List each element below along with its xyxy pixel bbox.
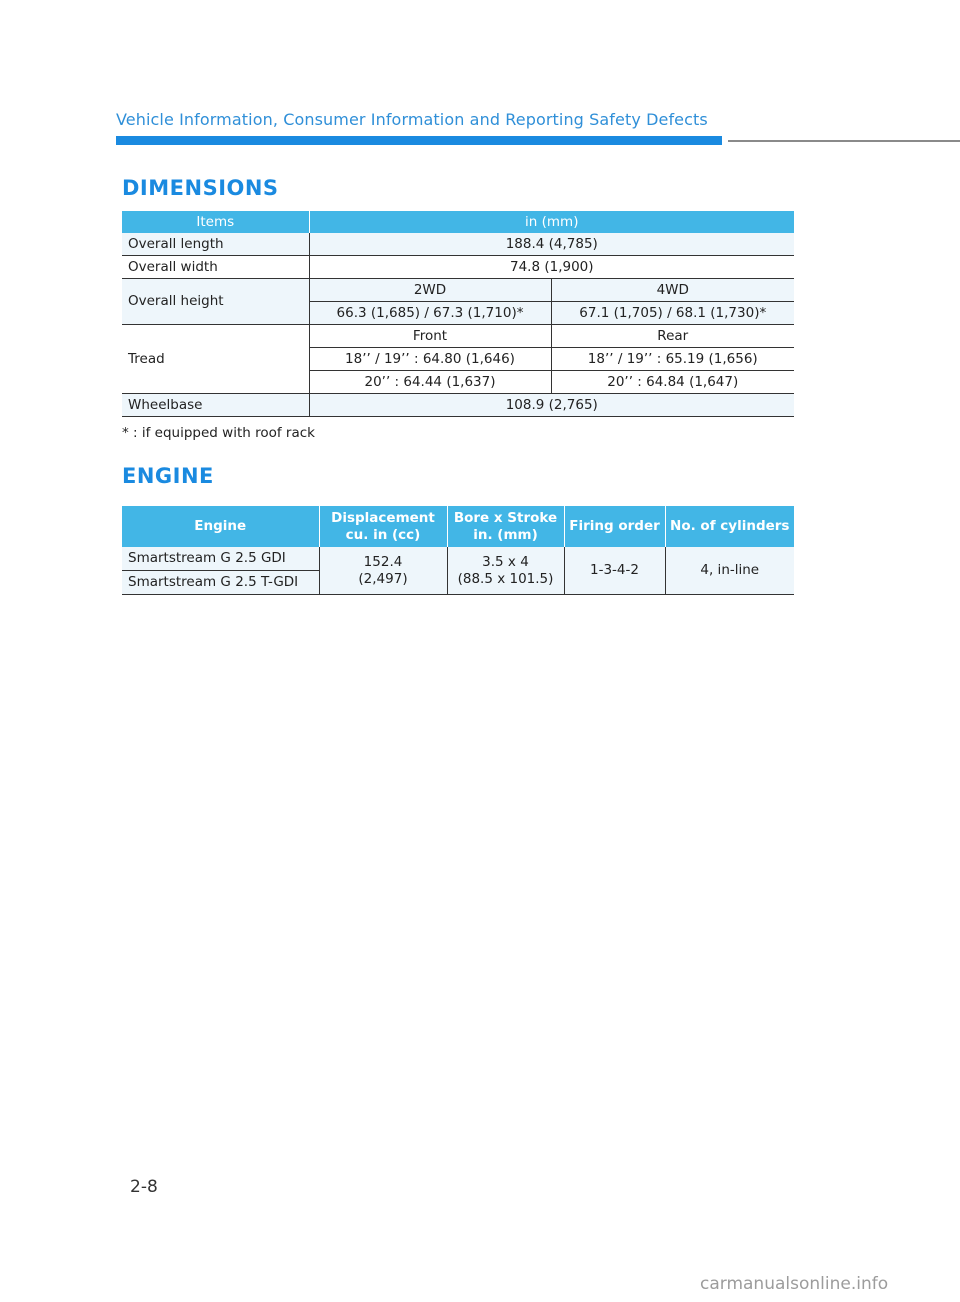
tread-rear-value: 20’’ : 64.84 (1,647) <box>551 371 794 394</box>
table-row <box>122 279 794 302</box>
tread-front-value: 18’’ / 19’’ : 64.80 (1,646) <box>309 348 551 371</box>
table-row <box>122 547 794 571</box>
table-row <box>122 256 794 279</box>
table-row <box>122 325 794 348</box>
overall-length-value: 188.4 (4,785) <box>309 233 794 256</box>
firing-order-value: 1-3-4-2 <box>564 547 665 595</box>
displacement-header <box>319 506 447 547</box>
engine-heading: ENGINE <box>122 464 214 488</box>
tread-front-header: Front <box>309 325 551 348</box>
height-2wd-value: 66.3 (1,685) / 67.3 (1,710)* <box>309 302 551 325</box>
chapter-title-bar <box>116 136 722 145</box>
wheelbase-value: 108.9 (2,765) <box>309 394 794 417</box>
bore-stroke-header-line1: Bore x Stroke <box>453 509 558 526</box>
table-row <box>122 394 794 417</box>
tread-rear-value: 18’’ / 19’’ : 65.19 (1,656) <box>551 348 794 371</box>
wheelbase-label: Wheelbase <box>122 394 309 417</box>
page-number: 2-8 <box>130 1177 158 1197</box>
dimensions-table <box>122 211 794 417</box>
dimensions-heading: DIMENSIONS <box>122 176 279 200</box>
overall-length-label: Overall length <box>122 233 309 256</box>
engine-name: Smartstream G 2.5 T-GDI <box>122 571 319 595</box>
bore-stroke-value-line1: 3.5 x 4 <box>482 553 529 570</box>
header-rule <box>728 140 960 142</box>
displacement-value-line1: 152.4 <box>363 553 403 570</box>
cylinders-value: 4, in-line <box>665 547 794 595</box>
height-4wd-value: 67.1 (1,705) / 68.1 (1,730)* <box>551 302 794 325</box>
cylinders-header: No. of cylinders <box>665 506 794 547</box>
displacement-header-line2: cu. in (cc) <box>345 526 421 543</box>
overall-height-label: Overall height <box>122 279 309 325</box>
overall-width-value: 74.8 (1,900) <box>309 256 794 279</box>
watermark: carmanualsonline.info <box>700 1274 889 1294</box>
engine-table <box>122 506 794 595</box>
bore-stroke-header-line2: in. (mm) <box>473 526 538 543</box>
bore-stroke-value-line2: (88.5 x 101.5) <box>457 570 554 587</box>
items-header: Items <box>122 211 309 233</box>
displacement-value-line2: (2,497) <box>358 570 408 587</box>
height-2wd-header: 2WD <box>309 279 551 302</box>
firing-order-header: Firing order <box>564 506 665 547</box>
engine-name: Smartstream G 2.5 GDI <box>122 547 319 571</box>
tread-rear-header: Rear <box>551 325 794 348</box>
height-4wd-header: 4WD <box>551 279 794 302</box>
bore-stroke-value <box>447 547 564 595</box>
displacement-header-line1: Displacement <box>331 509 435 526</box>
displacement-value <box>319 547 447 595</box>
overall-width-label: Overall width <box>122 256 309 279</box>
tread-label: Tread <box>122 325 309 394</box>
unit-header: in (mm) <box>309 211 794 233</box>
engine-header: Engine <box>122 506 319 547</box>
tread-front-value: 20’’ : 64.44 (1,637) <box>309 371 551 394</box>
table-row <box>122 233 794 256</box>
bore-stroke-header <box>447 506 564 547</box>
footnote: * : if equipped with roof rack <box>122 425 315 441</box>
chapter-title: Vehicle Information, Consumer Information and Reporting Safety Defects <box>116 110 708 129</box>
